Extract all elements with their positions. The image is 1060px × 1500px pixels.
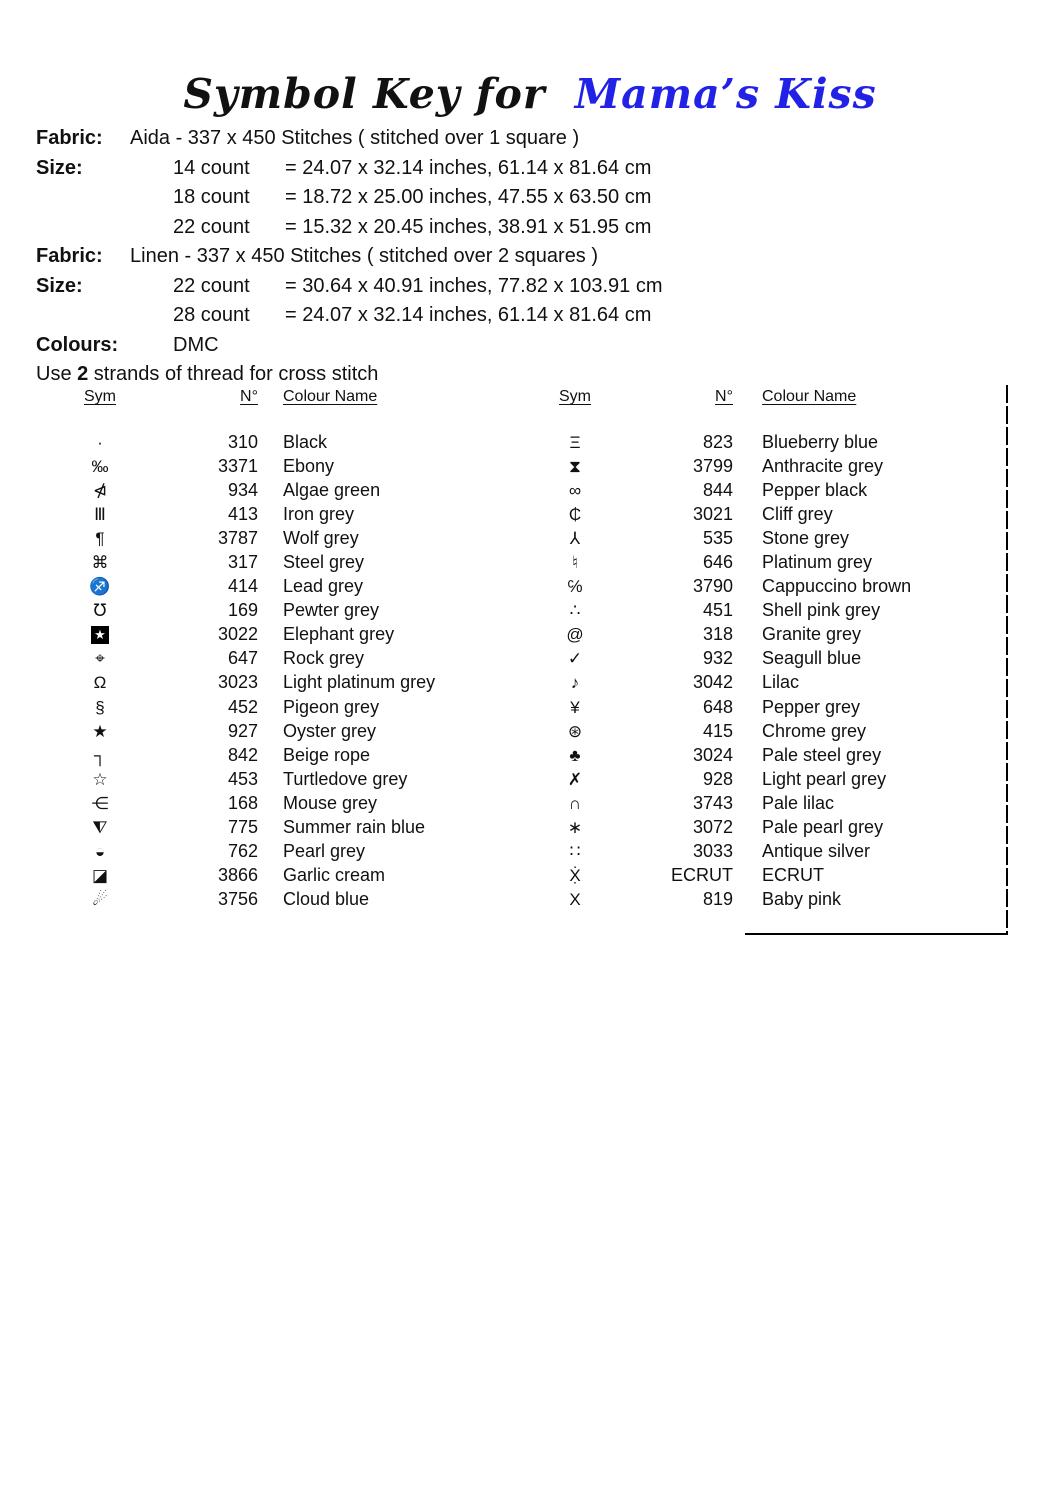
table-row [535, 478, 1007, 502]
stitch-symbol: ◪ [91, 866, 109, 886]
spec-line [36, 213, 1016, 243]
table-row [60, 502, 532, 526]
dmc-number: 415 [702, 720, 733, 741]
colour-name: Summer rain blue [283, 817, 426, 838]
table-row [60, 430, 532, 454]
spec-label: Fabric: [36, 127, 103, 149]
stitch-symbol: ∗ [567, 818, 583, 838]
dmc-number: 934 [227, 479, 258, 500]
colour-name: Garlic cream [283, 865, 386, 886]
table-header [60, 388, 532, 430]
table-row [535, 840, 1007, 864]
stitch-symbol: Ω [93, 673, 107, 693]
stitch-symbol: ⌖ [95, 649, 105, 669]
dmc-number: 169 [227, 600, 258, 621]
stitch-symbol: ℅ [567, 577, 583, 597]
page-title [0, 70, 1060, 118]
colour-name: Algae green [283, 479, 381, 500]
table-row [60, 599, 532, 623]
spec-line [36, 154, 1016, 184]
spec-line [36, 301, 1016, 331]
table-row [60, 623, 532, 647]
dmc-number: 762 [227, 841, 258, 862]
stitch-symbol: ∞ [568, 480, 582, 500]
colour-name: Cloud blue [283, 889, 370, 910]
size-count: 18 count [173, 186, 250, 208]
colour-name: Pale pearl grey [762, 817, 884, 838]
size-count: 28 count [173, 304, 250, 326]
table-row [535, 719, 1007, 743]
table-row [60, 767, 532, 791]
stitch-symbol: Ẋ̣ [569, 866, 581, 886]
stitch-symbol: ┐ [93, 745, 107, 765]
dmc-number: 3790 [692, 576, 733, 597]
colour-name: Pale steel grey [762, 744, 882, 765]
table-row [535, 816, 1007, 840]
table-row [60, 864, 532, 888]
colour-name: Mouse grey [283, 792, 378, 813]
dmc-number: 3756 [217, 889, 258, 910]
column-header-number: N° [240, 388, 258, 405]
stitch-symbol: X [569, 890, 581, 910]
table-row [535, 647, 1007, 671]
table-row [535, 599, 1007, 623]
dmc-number: 932 [702, 648, 733, 669]
table-row [535, 888, 1007, 912]
colour-name: Antique silver [762, 841, 871, 862]
table-row [60, 888, 532, 912]
colour-name: Stone grey [762, 527, 850, 548]
colour-name: Pigeon grey [283, 696, 380, 717]
dmc-number: ECRUT [671, 865, 733, 886]
dmc-number: 168 [227, 792, 258, 813]
column-header-name: Colour Name [283, 388, 378, 405]
table-row [535, 430, 1007, 454]
table-body-right [535, 430, 1007, 912]
colour-name: Oyster grey [283, 720, 377, 741]
column-header-number: N° [715, 388, 733, 405]
colour-name: Anthracite grey [762, 455, 884, 476]
table-row [60, 575, 532, 599]
size-dims: = 24.07 x 32.14 inches, 61.14 x 81.64 cm [285, 156, 652, 179]
table-row [60, 840, 532, 864]
size-count: 22 count [173, 215, 250, 238]
colour-name: Pepper grey [762, 696, 861, 717]
colour-name: Pale lilac [762, 792, 835, 813]
table-bottom-border [745, 933, 1008, 935]
colour-name: Beige rope [283, 744, 371, 765]
dmc-number: 3787 [217, 527, 258, 548]
dmc-number: 927 [227, 720, 258, 741]
dmc-number: 414 [227, 576, 258, 597]
dmc-number: 413 [227, 503, 258, 524]
colour-name: Platinum grey [762, 552, 873, 573]
stitch-symbol: ⋪ [92, 480, 108, 500]
dmc-number: 819 [702, 889, 733, 910]
stitch-symbol: ⧗ [569, 456, 581, 476]
stitch-symbol: ∴ [569, 601, 581, 621]
dmc-number: 3023 [217, 672, 258, 693]
colour-name: Chrome grey [762, 720, 867, 741]
dmc-number: 823 [702, 431, 733, 452]
strands-count: 2 [77, 363, 89, 385]
colour-name: Pepper black [762, 479, 868, 500]
table-row [535, 623, 1007, 647]
stitch-symbol: ★ [92, 721, 108, 741]
table-row [60, 671, 532, 695]
size-count: DMC [173, 333, 219, 356]
colour-name: Black [283, 431, 328, 452]
stitch-symbol: Ⅲ [94, 504, 106, 524]
dmc-number: 928 [702, 768, 733, 789]
spec-lines [36, 124, 1016, 360]
table-row [535, 575, 1007, 599]
column-header-sym: Sym [84, 388, 116, 405]
dmc-number: 317 [227, 552, 258, 573]
strands-note-suffix: strands of thread for cross stitch [88, 363, 379, 385]
size-count: 22 count [173, 274, 250, 297]
column-header-sym: Sym [559, 388, 591, 405]
stitch-symbol: ☄ [92, 890, 108, 910]
colour-name: Steel grey [283, 552, 365, 573]
table-row [60, 647, 532, 671]
stitch-symbol: @ [566, 625, 584, 645]
fabric-value: Aida - 337 x 450 Stitches ( stitched over 1 square ) [130, 127, 580, 149]
table-row [60, 550, 532, 574]
colour-name: ECRUT [762, 865, 824, 886]
title-brand: Mama’s Kiss [574, 70, 877, 118]
spec-line [36, 242, 1016, 272]
stitch-symbol: ⊛ [567, 721, 583, 741]
stitch-symbol: ⌘ [91, 553, 109, 573]
dmc-number: 3042 [692, 672, 733, 693]
table-row [535, 454, 1007, 478]
dmc-number: 647 [227, 648, 258, 669]
spec-line [36, 183, 1016, 213]
dmc-number: 3072 [692, 817, 733, 838]
spec-label: Size: [36, 156, 83, 179]
spec-label: Size: [36, 274, 83, 297]
stitch-symbol: ◒ [94, 842, 106, 862]
table-row [535, 791, 1007, 815]
stitch-symbol: ∩ [568, 793, 582, 813]
dmc-number: 648 [702, 696, 733, 717]
dmc-number: 3024 [692, 744, 733, 765]
colour-name: Turtledove grey [283, 768, 408, 789]
table-right-border [1006, 385, 1008, 935]
dmc-number: 3799 [692, 455, 733, 476]
stitch-symbol: ‰ [91, 456, 109, 476]
table-row [535, 743, 1007, 767]
table-row [60, 791, 532, 815]
colour-name: Lilac [762, 672, 800, 693]
colour-name: Pearl grey [283, 841, 366, 862]
colour-name: Elephant grey [283, 624, 395, 645]
colour-name: Light platinum grey [283, 672, 436, 693]
dmc-number: 310 [227, 431, 258, 452]
stitch-symbol: ♐ [89, 577, 111, 597]
size-dims: = 18.72 x 25.00 inches, 47.55 x 63.50 cm [285, 186, 652, 208]
table-row [60, 719, 532, 743]
size-count: 14 count [173, 156, 250, 179]
spec-label: Fabric: [36, 245, 103, 267]
title-prefix: Symbol Key for [183, 70, 546, 118]
stitch-symbol: ♣ [569, 745, 581, 765]
table-row [535, 671, 1007, 695]
table-row [60, 526, 532, 550]
table-row [60, 695, 532, 719]
dmc-number: 3743 [692, 792, 733, 813]
colour-name: Granite grey [762, 624, 862, 645]
colour-name: Seagull blue [762, 648, 862, 669]
dmc-number: 844 [702, 479, 733, 500]
colour-name: Wolf grey [283, 527, 359, 548]
colour-name: Blueberry blue [762, 431, 879, 452]
dmc-number: 775 [227, 817, 258, 838]
spec-label: Colours: [36, 333, 119, 356]
fabric-value: Linen - 337 x 450 Stitches ( stitched over 2 squares ) [130, 245, 599, 267]
dmc-number: 3021 [692, 503, 733, 524]
spec-line [36, 272, 1016, 302]
stitch-symbol: ₵ [568, 504, 582, 524]
table-row [535, 550, 1007, 574]
column-header-name: Colour Name [762, 388, 857, 405]
size-dims: = 24.07 x 32.14 inches, 61.14 x 81.64 cm [285, 304, 652, 326]
dmc-number: 452 [227, 696, 258, 717]
stitch-symbol: ♮ [571, 553, 579, 573]
dmc-number: 3022 [217, 624, 258, 645]
table-header [535, 388, 1007, 430]
stitch-symbol: ∷ [569, 842, 581, 862]
stitch-symbol: ℧ [93, 601, 107, 621]
table-row [535, 526, 1007, 550]
table-body-left [60, 430, 532, 912]
stitch-symbol: § [95, 697, 105, 717]
dmc-number: 453 [227, 768, 258, 789]
spec-line [36, 124, 1016, 154]
size-dims: = 15.32 x 20.45 inches, 38.91 x 51.95 cm [285, 215, 652, 238]
table-row [60, 478, 532, 502]
stitch-symbol: ¶ [95, 528, 105, 548]
size-dims: = 30.64 x 40.91 inches, 77.82 x 103.91 cm [285, 274, 663, 297]
strands-note-prefix: Use [36, 363, 78, 385]
stitch-symbol: ¥ [570, 697, 580, 717]
stitch-symbol: ⧨ [92, 818, 108, 838]
table-row [535, 767, 1007, 791]
table-row [60, 454, 532, 478]
dmc-number: 842 [227, 744, 258, 765]
dmc-number: 318 [702, 624, 733, 645]
stitch-symbol: ✗ [567, 769, 583, 789]
colour-name: Ebony [283, 455, 335, 476]
stitch-symbol: ☆ [92, 769, 108, 789]
stitch-symbol: ♪ [570, 673, 580, 693]
colour-name: Cappuccino brown [762, 576, 912, 597]
dmc-number: 3371 [217, 455, 258, 476]
colour-name: Shell pink grey [762, 600, 881, 621]
dmc-number: 451 [702, 600, 733, 621]
dmc-number: 535 [702, 527, 733, 548]
stitch-symbol: ⋲ [91, 793, 109, 813]
stitch-symbol: ★ [91, 626, 109, 644]
colour-name: Light pearl grey [762, 768, 887, 789]
colour-name: Iron grey [283, 503, 355, 524]
dmc-number: 646 [702, 552, 733, 573]
dmc-number: 3033 [692, 841, 733, 862]
colour-name: Pewter grey [283, 600, 380, 621]
stitch-symbol: ✓ [567, 649, 583, 669]
colour-name: Rock grey [283, 648, 365, 669]
colour-name: Lead grey [283, 576, 364, 597]
dmc-number: 3866 [217, 865, 258, 886]
stitch-symbol: · [97, 432, 103, 452]
symbol-table-left [60, 388, 532, 912]
colour-name: Baby pink [762, 889, 842, 910]
spec-line [36, 331, 1016, 361]
stitch-symbol: Ξ [569, 432, 581, 452]
table-row [535, 864, 1007, 888]
colour-name: Cliff grey [762, 503, 833, 524]
stitch-symbol: ⅄ [569, 528, 581, 548]
fabric-specs [36, 124, 1016, 390]
table-row [60, 816, 532, 840]
table-row [60, 743, 532, 767]
table-row [535, 502, 1007, 526]
table-row [535, 695, 1007, 719]
strands-note [36, 360, 1016, 390]
symbol-table-right [535, 388, 1007, 912]
